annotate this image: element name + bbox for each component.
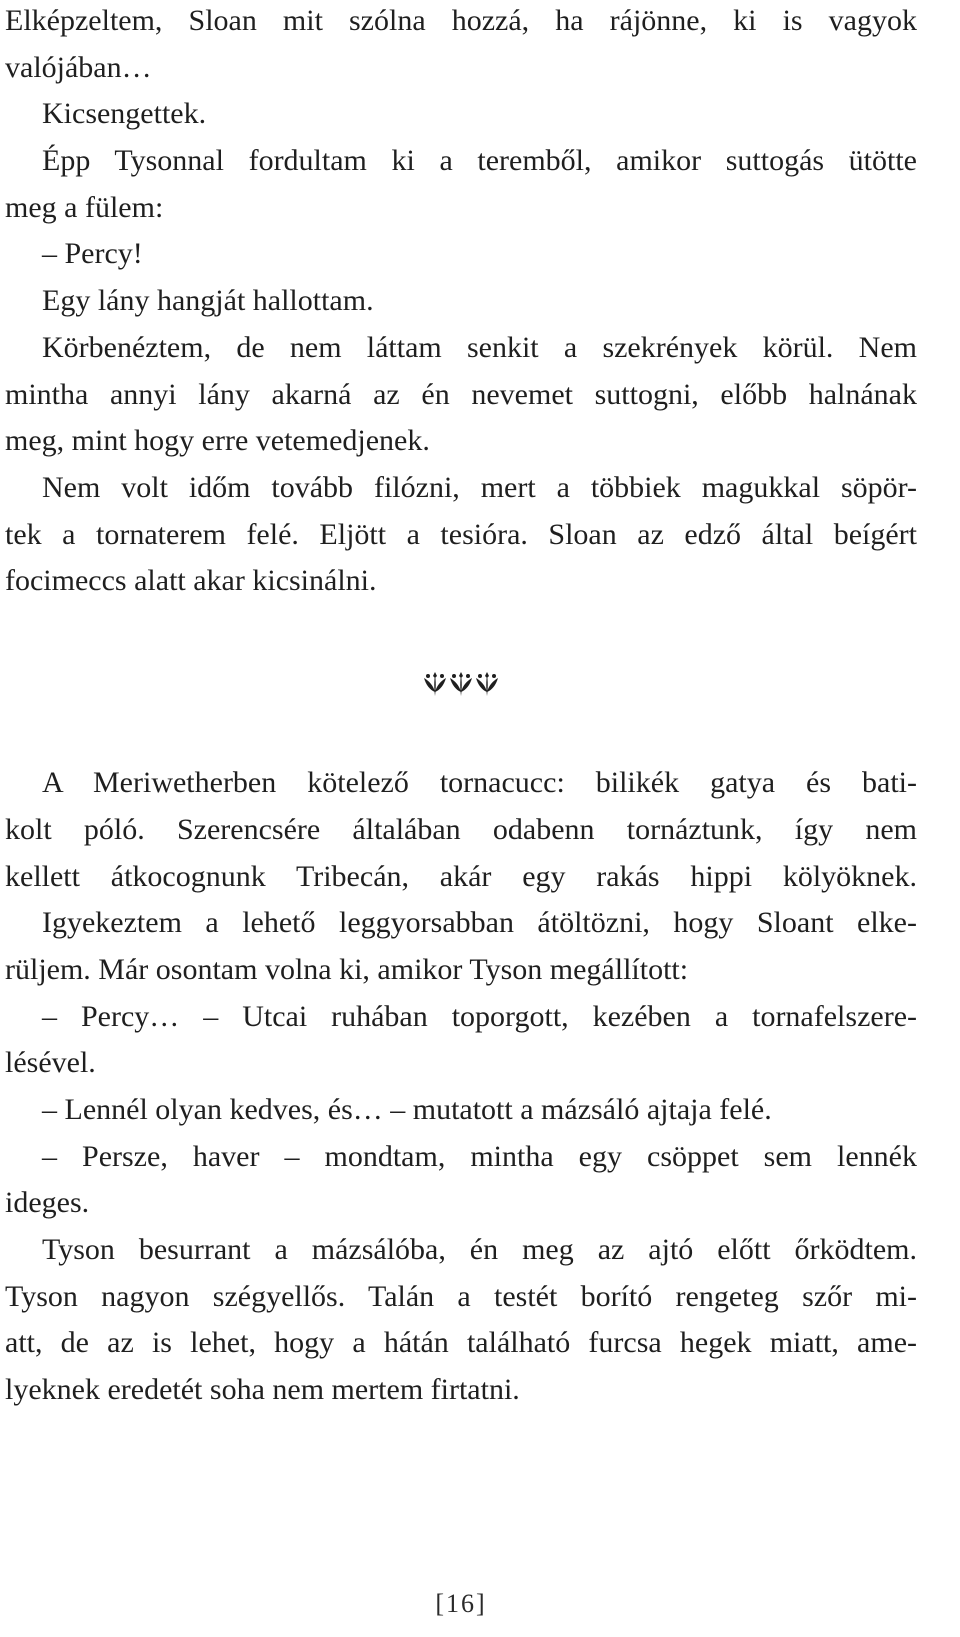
text-line: ideges. [5, 1186, 90, 1219]
text-line: – Persze, haver – mondtam, mintha egy csöppet sem lennék [42, 1140, 917, 1173]
text-line: valójában… [5, 51, 152, 84]
text-line: Körbenéztem, de nem láttam senkit a szekrények körül. Nem [42, 331, 917, 364]
text-line: Elképzeltem, Sloan mit szólna hozzá, ha rájönne, ki is vagyok [5, 4, 917, 37]
text-line: Egy lány hangját hallottam. [42, 284, 374, 317]
text-line: kellett átkocognunk Tribecán, akár egy rakás hippi kölyöknek. [5, 860, 917, 893]
text-line: Igyekeztem a lehető leggyorsabban átöltözni, hogy Sloant elke- [42, 906, 917, 939]
text-line: Tyson nagyon szégyellős. Talán a testét borító rengeteg szőr mi- [5, 1280, 917, 1313]
text-line: – Percy… – Utcai ruhában toporgott, kezében a tornafelszere- [42, 1000, 917, 1033]
book-page [5, 0, 960, 1637]
text-line: mintha annyi lány akarná az én nevemet suttogni, előbb halnának [5, 378, 917, 411]
text-line: rüljem. Már osontam volna ki, amikor Tyson megállított: [5, 953, 689, 986]
text-line: A Meriwetherben kötelező tornacucc: bilikék gatya és bati- [42, 766, 917, 799]
text-line: – Lennél olyan kedves, és… – mutatott a mázsáló ajtaja felé. [42, 1093, 772, 1126]
section-break-ornament [5, 668, 917, 708]
text-line: meg, mint hogy erre vetemedjenek. [5, 424, 430, 457]
text-line: Épp Tysonnal fordultam ki a teremből, amikor suttogás ütötte [42, 144, 917, 177]
text-line: focimeccs alatt akar kicsinálni. [5, 564, 377, 597]
triple-fleuron-icon [422, 668, 500, 698]
text-line: – Percy! [42, 237, 143, 270]
page-number: [16] [435, 1589, 487, 1618]
text-line: meg a fülem: [5, 191, 164, 224]
text-line: Tyson besurrant a mázsálóba, én meg az ajtó előtt őrködtem. [42, 1233, 917, 1266]
text-line: att, de az is lehet, hogy a hátán található furcsa hegek miatt, ame- [5, 1326, 917, 1359]
text-line: Nem volt időm tovább filózni, mert a többiek magukkal söpör- [42, 471, 917, 504]
text-line: Kicsengettek. [42, 97, 207, 130]
text-line: lésével. [5, 1046, 96, 1079]
text-line: kolt póló. Szerencsére általában odabenn tornáztunk, így nem [5, 813, 917, 846]
text-line: lyeknek eredetét soha nem mertem firtatni. [5, 1373, 520, 1406]
text-line: tek a tornaterem felé. Eljött a tesióra. Sloan az edző által beígért [5, 518, 917, 551]
